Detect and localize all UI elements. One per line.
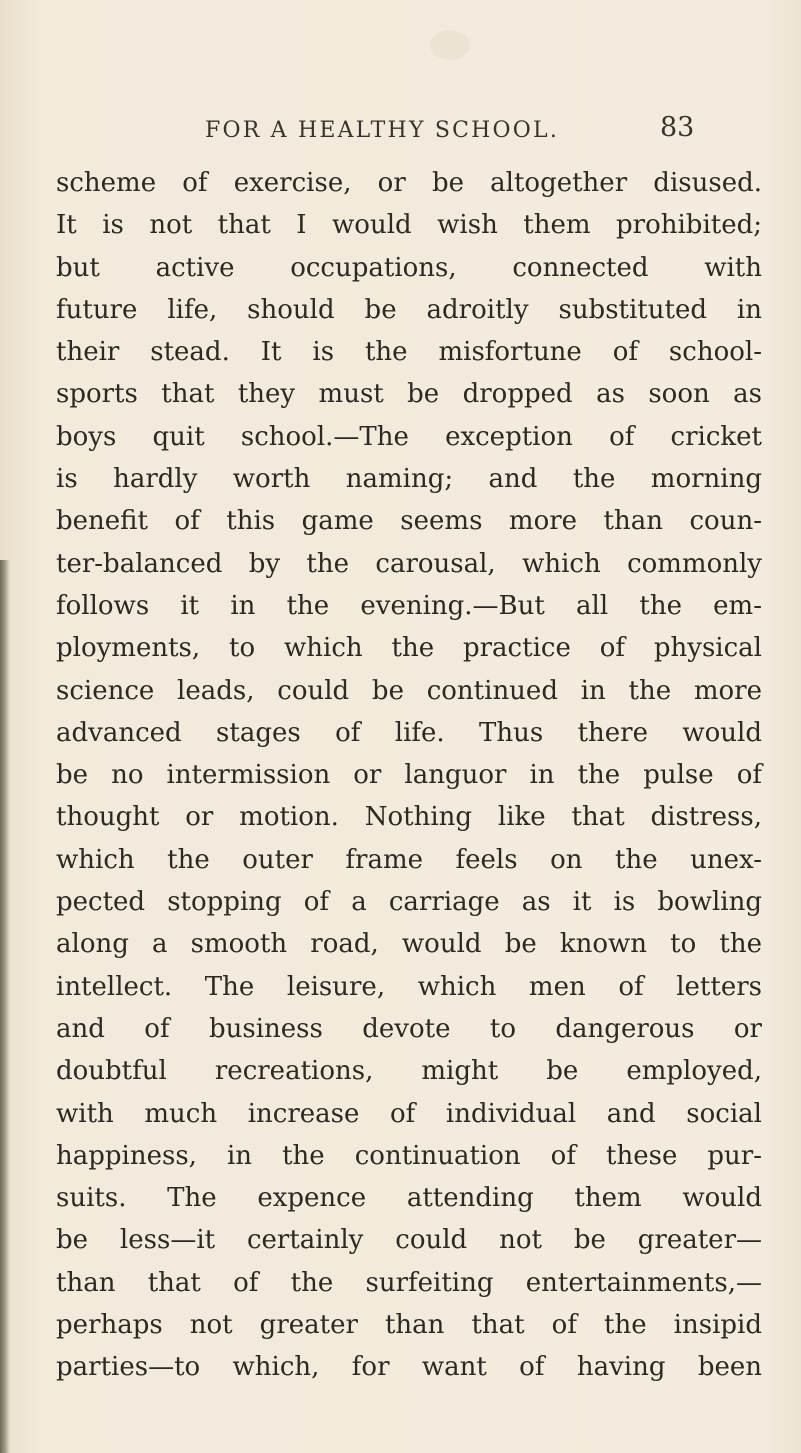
text-line: advanced stages of life. Thus there would	[56, 717, 762, 748]
text-line: ter-balanced by the carousal, which commonly	[56, 548, 762, 579]
text-line: be less—it certainly could not be greater—	[56, 1225, 762, 1256]
text-line: suits. The expence attending them would	[56, 1183, 762, 1214]
text-line: pected stopping of a carriage as it is bowling	[56, 887, 762, 918]
text-line: boys quit school.—The exception of cricket	[56, 421, 762, 452]
text-line: science leads, could be continued in the more	[56, 675, 762, 706]
text-line: along a smooth road, would be known to the	[56, 929, 762, 960]
text-line: scheme of exercise, or be altogether disused.	[56, 168, 762, 198]
text-line: intellect. The leisure, which men of letters	[56, 971, 762, 1002]
running-title: FOR A HEALTHY SCHOOL.	[205, 118, 560, 143]
text-line: happiness, in the continuation of these pur-	[56, 1140, 762, 1171]
text-line: sports that they must be dropped as soon as	[56, 379, 762, 410]
page-edge-shadow	[0, 560, 10, 1453]
text-line: parties—to which, for want of having been	[56, 1352, 762, 1383]
paper-stain	[430, 30, 470, 60]
text-line: which the outer frame feels on the unex-	[56, 844, 762, 875]
text-line: and of business devote to dangerous or	[56, 1013, 762, 1044]
text-line: future life, should be adroitly substituted in	[56, 294, 762, 325]
text-line: with much increase of individual and social	[56, 1098, 762, 1129]
text-line: benefit of this game seems more than coun-	[56, 506, 762, 537]
text-line: ployments, to which the practice of physical	[56, 633, 762, 664]
text-line: It is not that I would wish them prohibited;	[56, 210, 762, 241]
text-line: than that of the surfeiting entertainments,—	[56, 1267, 762, 1298]
text-line: but active occupations, connected with	[56, 252, 762, 283]
text-line: is hardly worth naming; and the morning	[56, 464, 762, 495]
text-line: their stead. It is the misfortune of school-	[56, 337, 762, 368]
text-line: be no intermission or languor in the pulse of	[56, 760, 762, 791]
text-line: doubtful recreations, might be employed,	[56, 1056, 762, 1087]
text-line: perhaps not greater than that of the insipid	[56, 1310, 762, 1341]
body-text	[56, 162, 762, 1389]
page-number: 83	[660, 112, 695, 143]
text-line: follows it in the evening.—But all the em-	[56, 590, 762, 621]
text-line: thought or motion. Nothing like that distress,	[56, 802, 762, 833]
